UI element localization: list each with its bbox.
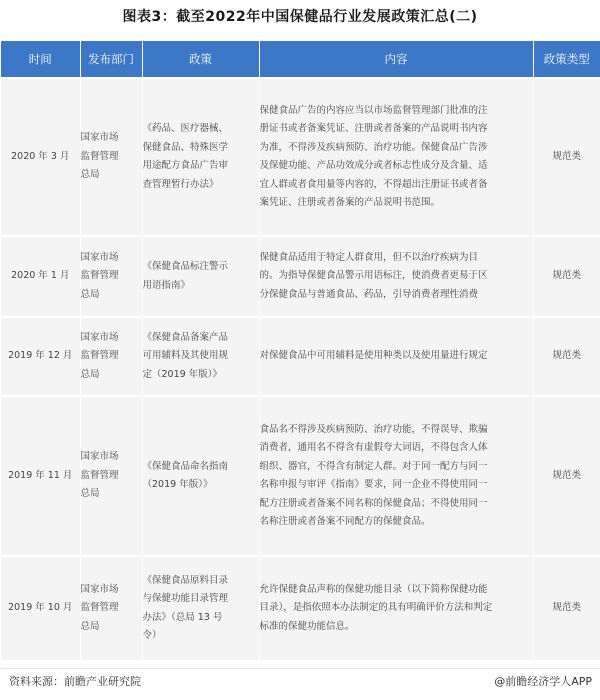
cell-policy xyxy=(142,78,259,236)
cell-dept-text: 国家市场 监督管理 总局 xyxy=(80,251,119,300)
cell-content xyxy=(259,236,533,317)
cell-content xyxy=(259,317,533,396)
source-note: 资料来源：前瞻产业研究院 xyxy=(9,675,141,688)
table-row xyxy=(1,236,600,317)
header-time: 时间 xyxy=(1,41,80,78)
cell-type: 规范类 xyxy=(533,236,600,317)
header-content: 内容 xyxy=(259,41,533,78)
cell-dept-text: 国家市场 监督管理 总局 xyxy=(80,132,119,181)
cell-dept xyxy=(80,317,142,396)
cell-time: 2019 年 10 月 xyxy=(1,556,80,660)
cell-dept-text: 国家市场 监督管理 总局 xyxy=(80,451,119,500)
header-type: 政策类型 xyxy=(533,41,600,78)
cell-content-text: 保健食品广告的内容应当以市场监督管理部门批准的注 册证书或者备案凭证、注册或者备案的产品说明书内容 为准，不得涉及疾病预防、治疗功能。保健食品广告涉 及保健功能、产品功效成分或者标志性成分及含量、适 宜人群或者食用量等内容的，不得超出注册证书或者备 案凭证、注册或者备案的产品说明书范围。 xyxy=(259,104,488,208)
cell-policy xyxy=(142,317,259,396)
cell-type: 规范类 xyxy=(533,556,600,660)
cell-dept xyxy=(80,78,142,236)
cell-dept xyxy=(80,556,142,660)
cell-content-text: 食品名不得涉及疾病预防、治疗功能，不得误导、欺骗 消费者，通用名不得含有虚假夸大词语，不得包含人体 组织、器官，不得含有制定人群。对于同一配方与同一 名称申报与审评《指南》要求，同一企业不得使用同一 配方注册或者备案不同名称的保健食品；不得使用同一 名称注册或者备案不同配方的保健食品。 xyxy=(259,423,488,527)
header-dept: 发布部门 xyxy=(80,41,142,78)
cell-policy-text: 《保健食品命名指南 （2019 年版）》 xyxy=(142,460,229,490)
cell-time: 2019 年 11 月 xyxy=(1,396,80,556)
cell-policy-text: 《保健食品备案产品 可用辅料及其使用规 定（2019 年版）》 xyxy=(142,331,229,380)
table-row xyxy=(1,317,600,396)
table-row xyxy=(1,556,600,660)
policy-table xyxy=(1,41,600,660)
cell-policy-text: 《药品、医疗器械、 保健食品、特殊医学 用途配方食品广告审 查管理暂行办法》 xyxy=(142,123,229,190)
cell-content-text: 保健食品适用于特定人群食用，但不以治疗疾病为目 的。为指导保健食品警示用语标注，使消费者更易于区 分保健食品与普通食品、药品，引导消费者理性消费 xyxy=(259,251,488,300)
cell-policy-text: 《保健食品原料目录 与保健功能目录管理 办法》（总局 13 号 令） xyxy=(142,574,229,641)
cell-content-text: 对保健食品中可用辅料是使用种类以及使用量进行规定 xyxy=(259,350,488,362)
cell-policy xyxy=(142,396,259,556)
cell-policy-text: 《保健食品标注警示 用语指南》 xyxy=(142,261,229,291)
cell-dept-text: 国家市场 监督管理 总局 xyxy=(80,331,119,380)
cell-content-text: 允许保健食品声称的保健功能目录（以下简称保健功能 目录），是指依照本办法制定的具有明确评价方法和判定 标准的保健功能信息。 xyxy=(259,583,493,632)
cell-time: 2020 年 3 月 xyxy=(1,78,80,236)
cell-type: 规范类 xyxy=(533,78,600,236)
cell-dept xyxy=(80,396,142,556)
cell-dept xyxy=(80,236,142,317)
cell-content xyxy=(259,396,533,556)
cell-policy xyxy=(142,556,259,660)
credit-note: @前瞻经济学人APP xyxy=(494,675,592,688)
cell-content xyxy=(259,556,533,660)
table-row xyxy=(1,78,600,236)
table-row xyxy=(1,396,600,556)
cell-dept-text: 国家市场 监督管理 总局 xyxy=(80,583,119,632)
table-header-row xyxy=(1,41,600,78)
cell-content xyxy=(259,78,533,236)
cell-type: 规范类 xyxy=(533,317,600,396)
cell-type: 规范类 xyxy=(533,396,600,556)
cell-time: 2020 年 1 月 xyxy=(1,236,80,317)
header-policy: 政策 xyxy=(142,41,259,78)
page-title: 图表3：截至2022年中国保健品行业发展政策汇总(二) xyxy=(122,9,478,25)
footer-divider xyxy=(1,668,600,669)
cell-policy xyxy=(142,236,259,317)
cell-time: 2019 年 12 月 xyxy=(1,317,80,396)
